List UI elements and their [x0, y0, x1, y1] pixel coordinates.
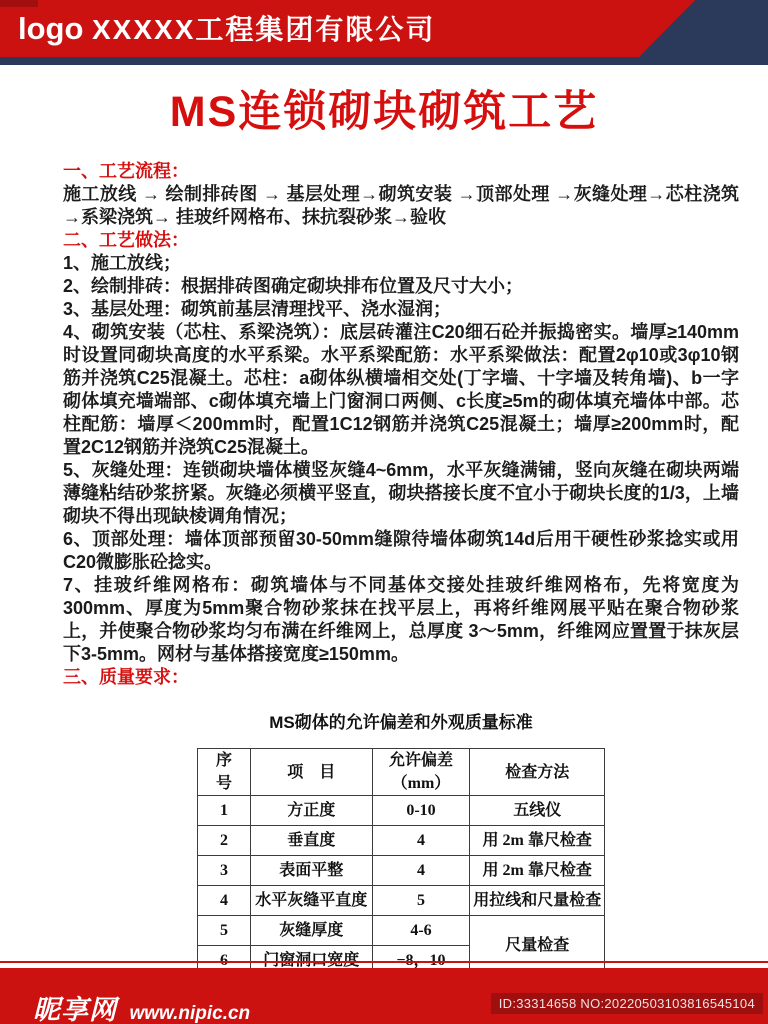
method-item-4: 4、砌筑安装（芯柱、系梁浇筑）：底层砖灌注C20细石砼并振捣密实。墙厚≥140mm时设置同砌块高度的水平系梁。水平系梁配筋：水平系梁做法：配置2φ10或3φ10钢筋并浇筑C25混凝土。芯柱：a砌体纵横墙相交处(丁字墙、十字墙及转角墙)、b一字砌体填充墙端部、c砌体填充墙上门窗洞口两侧、c长度≥5m的砌体填充墙体中部。芯柱配筋：墙厚＜200mm时，配置1C12钢筋并浇筑C25混凝土；墙厚≥200mm时，配置2C12钢筋并浇筑C25混凝土。 — [63, 322, 739, 457]
cell-method: 五线仪 — [470, 796, 605, 826]
method-item-1: 1、施工放线； — [63, 253, 182, 273]
method-item-2: 2、绘制排砖：根据排砖图确定砌块排布位置及尺寸大小； — [63, 276, 524, 296]
col-header-method: 检查方法 — [470, 749, 605, 796]
section-heading-process-flow: 一、工艺流程： — [63, 161, 189, 181]
cell-item: 水平灰缝平直度 — [250, 886, 372, 916]
method-item-7: 7、挂玻纤维网格布：砌筑墙体与不同基体交接处挂玻纤维网格布，先将宽度为300mm、厚度为5mm聚合物砂浆抹在找平层上，再将纤维网展平贴在聚合物砂浆上，并使聚合物砂浆均匀布满在纤维网上，总厚度 3～5mm，纤维网应置置于抹灰层下3-5mm。网材与基体搭接宽度≥150mm。 — [63, 575, 739, 664]
process-flow-text: 施工放线 → 绘制排砖图 → 基层处理→砌筑安装 →顶部处理 →灰缝处理→芯柱浇筑 →系梁浇筑→ 挂玻纤网格布、抹抗裂砂浆→验收 — [63, 184, 739, 227]
col-header-item: 项 目 — [250, 749, 372, 796]
image-id-badge: ID:33314658 NO:20220503103816545104 — [491, 993, 763, 1014]
cell-item: 表面平整 — [250, 856, 372, 886]
method-item-3: 3、基层处理：砌筑前基层清理找平、浇水湿润； — [63, 299, 452, 319]
section-heading-methods: 二、工艺做法： — [63, 230, 189, 250]
table-row — [198, 856, 605, 886]
col-header-deviation: 允许偏差（mm） — [372, 749, 470, 796]
company-name: XXXXX工程集团有限公司 — [92, 14, 436, 45]
method-item-5: 5、灰缝处理：连锁砌块墙体横竖灰缝4~6mm，水平灰缝满铺，竖向灰缝在砌块两端薄缝粘结砂浆挤紧。灰缝必须横平竖直，砌块搭接长度不宜小于砌块长度的1/3，上墙砌块不得出现缺棱调角情况； — [63, 460, 739, 526]
table-header-row — [198, 749, 605, 796]
footer-brand — [33, 988, 250, 1024]
cell-no: 1 — [198, 796, 251, 826]
footer-banner — [0, 968, 768, 1024]
table-title: MS砌体的允许偏差和外观质量标准 — [269, 713, 533, 732]
table-row — [198, 886, 605, 916]
cell-item: 灰缝厚度 — [250, 916, 372, 946]
cell-no: 3 — [198, 856, 251, 886]
cell-method-merged: 尺量检查 — [470, 916, 605, 976]
header-navy-strip — [0, 57, 768, 65]
method-item-6: 6、顶部处理：墙体顶部预留30-50mm缝隙待墙体砌筑14d后用干硬性砂浆捻实或用C20微膨胀砼捻实。 — [63, 529, 739, 572]
cell-no: 4 — [198, 886, 251, 916]
quality-standards-table — [197, 748, 605, 976]
content-area — [63, 160, 739, 976]
cell-deviation: 4 — [372, 826, 470, 856]
page-title: MS连锁砌块砌筑工艺 — [169, 88, 599, 136]
header-banner — [0, 0, 768, 66]
cell-method: 用拉线和尺量检查 — [470, 886, 605, 916]
brand-url: www.nipic.cn — [129, 1003, 251, 1024]
cell-no: 2 — [198, 826, 251, 856]
cell-no: 5 — [198, 916, 251, 946]
cell-deviation: 5 — [372, 886, 470, 916]
col-header-no: 序 号 — [198, 749, 251, 796]
cell-method: 用 2m 靠尺检查 — [470, 856, 605, 886]
table-row — [198, 916, 605, 946]
table-row — [198, 796, 605, 826]
brand-logo-text: 昵享网 — [33, 995, 117, 1024]
section-heading-quality: 三、质量要求： — [63, 667, 189, 687]
cell-deviation: 4-6 — [372, 916, 470, 946]
logo-text: logo — [18, 11, 84, 46]
cell-deviation: 4 — [372, 856, 470, 886]
cell-item: 垂直度 — [250, 826, 372, 856]
table-row — [198, 826, 605, 856]
cell-item: 方正度 — [250, 796, 372, 826]
footer-accent-line — [0, 961, 768, 963]
cell-deviation: 0-10 — [372, 796, 470, 826]
cell-method: 用 2m 靠尺检查 — [470, 826, 605, 856]
header-darkred-accent — [0, 0, 38, 7]
